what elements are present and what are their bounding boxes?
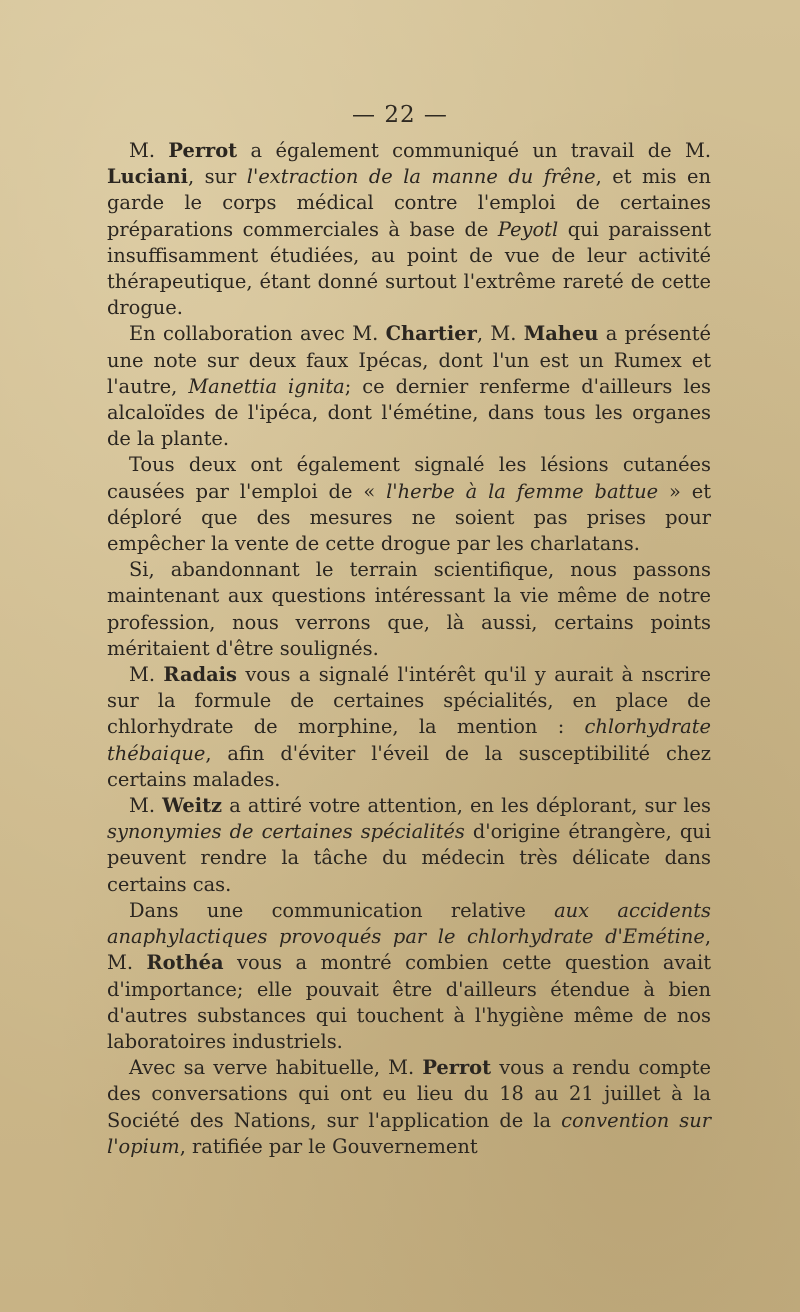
text-run: En collaboration avec M. bbox=[129, 322, 386, 346]
italic-title: l'extraction de la manne du frêne bbox=[246, 165, 596, 189]
italic-title: chlorhydrate thébaique bbox=[107, 715, 711, 765]
text-run: Avec sa verve habituelle, M. bbox=[129, 1056, 423, 1080]
text-run: a également communiqué un travail de M. bbox=[237, 139, 712, 162]
paragraph-2 bbox=[107, 321, 711, 452]
bold-name: Perrot bbox=[422, 1056, 492, 1080]
text-run: M. bbox=[129, 139, 169, 162]
text-run: , sur bbox=[187, 165, 247, 189]
italic-title: aux accidents anaphylactiques provoqués par le chlorhydrate d'Emétine bbox=[107, 898, 711, 949]
text-run: d'origine étrangère, qui peuvent rendre la tâche du médecin très délicate dans certains cas. bbox=[107, 820, 711, 896]
text-run: » et déploré que des mesures ne soient pas prises pour empêcher la vente de cette drogue par les charlatans. bbox=[107, 479, 711, 556]
text-run: Si, abandonnant le terrain scientifique, nous passons maintenant aux questions intéressant la vie même de notre profession, nous verrons que, là aussi, certains points méritaient d'être soulignés. bbox=[107, 558, 711, 660]
bold-name: Maheu bbox=[523, 322, 599, 346]
bold-name: Weitz bbox=[162, 794, 223, 818]
text-run: Dans une communication relative bbox=[129, 898, 555, 922]
paragraph-3 bbox=[107, 452, 711, 557]
body-text bbox=[107, 138, 711, 1160]
text-run: Tous deux ont également signalé les lésions cutanées causées par l'emploi de « bbox=[107, 453, 711, 503]
text-run: , ratifiée par le Gouvernement bbox=[179, 1134, 478, 1158]
bold-name: Radais bbox=[163, 663, 237, 687]
paragraph-5 bbox=[107, 662, 711, 793]
italic-title: Manettia ignita bbox=[188, 374, 345, 398]
bold-name: Perrot bbox=[168, 139, 238, 162]
italic-title: Peyotl bbox=[497, 217, 559, 241]
text-run: , M. bbox=[107, 925, 711, 975]
paragraph-7 bbox=[107, 898, 711, 1055]
text-run: a attiré votre attention, en les déplorant, sur les bbox=[222, 794, 711, 818]
text-run: , afin d'éviter l'éveil de la susceptibilité chez certains malades. bbox=[107, 741, 711, 791]
bold-name: Luciani bbox=[107, 165, 188, 189]
paragraph-8 bbox=[107, 1055, 711, 1160]
italic-title: l'herbe à la femme battue bbox=[386, 479, 659, 503]
bold-name: Chartier bbox=[385, 322, 477, 346]
paragraph-6 bbox=[107, 793, 711, 898]
text-run: , et mis en garde le corps médical contre l'emploi de certaines préparations commerciales à base de bbox=[107, 165, 711, 241]
text-run: , M. bbox=[476, 322, 524, 346]
text-run: vous a signalé l'intérêt qu'il y aurait à nscrire sur la formule de certaines spécialités, en place de chlorhydrate de morphine, la mention : bbox=[107, 663, 711, 739]
text-run: M. bbox=[129, 663, 164, 687]
italic-title: convention sur l'opium bbox=[107, 1108, 711, 1158]
text-run: a présenté une note sur deux faux Ipécas, dont l'un est un Rumex et l'autre, bbox=[107, 322, 711, 398]
bold-name: Rothéa bbox=[146, 951, 224, 975]
paragraph-4 bbox=[107, 557, 711, 662]
text-run: ; ce dernier renferme d'ailleurs les alcaloïdes de l'ipéca, dont l'émétine, dans tous les organes de la plante. bbox=[107, 374, 712, 451]
page-number: — 22 — bbox=[352, 102, 448, 128]
text-run: vous a rendu compte des conversations qui ont eu lieu du 18 au 21 juillet à la Société des Nations, sur l'application de la bbox=[107, 1056, 711, 1132]
text-run: vous a montré combien cette question avait d'importance; elle pouvait être d'ailleurs étendue à bien d'autres substances qui touchent à l'hygiène même de nos laboratoires industriels. bbox=[107, 951, 711, 1053]
italic-title: synonymies de certaines spécialités bbox=[107, 820, 465, 844]
text-run: M. bbox=[129, 794, 163, 818]
paragraph-1 bbox=[107, 138, 711, 321]
text-run: qui paraissent insuffisamment étudiées, au point de vue de leur activité thérapeutique, étant donné surtout l'extrême rareté de cette drogue. bbox=[107, 217, 712, 320]
